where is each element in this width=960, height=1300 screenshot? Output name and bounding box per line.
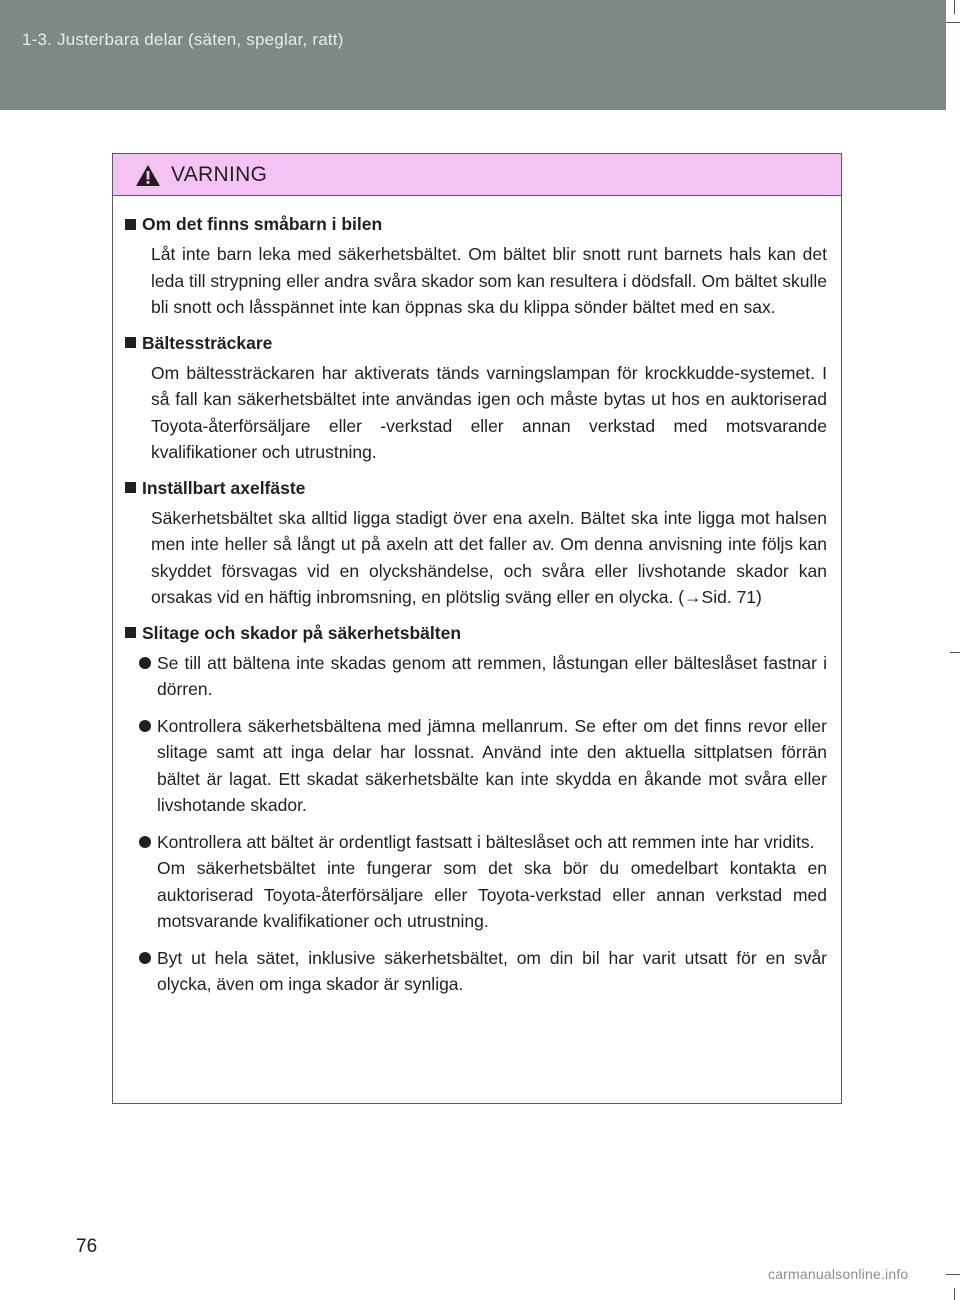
list-item-text: Byt ut hela sätet, inklusive säkerhetsbältet, om din bil har varit utsatt för en svår olycka, även om inga skador är synliga. [157,947,827,994]
section-heading-text: Om det finns småbarn i bilen [142,214,383,234]
square-bullet-icon [125,337,136,348]
page-number: 76 [76,1236,98,1257]
list-item-text: Kontrollera säkerhetsbältena med jämna mellanrum. Se efter om det finns revor eller slitage samt att inga delar har lossnat. Använd inte den aktuella sittplatsen förrän bältet är lagat. Ett skadat säkerhetsbälte kan inte skydda en åkande mot svåra eller livshotande skador. [157,715,827,815]
list-item-text [157,829,827,935]
section-heading [125,621,827,645]
round-bullet-icon [139,657,151,669]
round-bullet-icon [139,952,151,964]
list-item-text-line: Om säkerhetsbältet inte fungerar som det ska bör du omedelbart kontakta en auktoriserad Toyota-återförsäljare eller Toyota-verkstad eller annan verkstad med motsvarande kvalifikationer och utrustning. [157,858,827,931]
section-heading-text: Bältessträckare [142,332,273,353]
section-paragraph: Om bältessträckaren har aktiverats tänds varningslampan för krockkudde-systemet. I så fall kan säkerhetsbältet inte användas igen och måste bytas ut hos en auktoriserad Toyota-återförsäljare eller -verkstad eller annan verkstad med motsvarande kvalifikationer och utrustning. [151,362,827,462]
list-item [139,650,827,703]
section-heading [125,331,827,355]
square-bullet-icon [125,627,136,638]
square-bullet-icon [125,482,136,493]
section-paragraph: Säkerhetsbältet ska alltid ligga stadigt över ena axeln. Bältet ska inte ligga mot halsen men inte heller så långt ut på axeln att det faller av. Om denna anvisning inte följs kan skyddet försvagas vid en olyckshändelse, och svåra eller livshotande skador kan orsakas vid en häftig inbromsning, en plötslig sväng eller en olycka. (→Sid. 71) [151,507,827,607]
square-bullet-icon [125,219,136,230]
round-bullet-icon [139,720,151,732]
crop-mark [954,1288,955,1300]
list-item-text: Se till att bältena inte skadas genom att remmen, låstungan eller bälteslåset fastnar i dörren. [157,652,827,699]
crop-mark [946,1274,960,1275]
round-bullet-icon [139,836,151,848]
section-title: 1-3. Justerbara delar (säten, speglar, ratt) [22,30,344,49]
list-item [139,945,827,998]
warning-triangle-icon [135,164,161,192]
warning-content [113,196,841,998]
warning-header [113,154,841,196]
list-item-text-line: Kontrollera att bältet är ordentligt fastsatt i bälteslåset och att remmen inte har vridits. [157,831,815,852]
section-heading [125,212,827,236]
warning-title: VARNING [171,163,268,186]
list-item [139,713,827,819]
section-heading [125,476,827,500]
crop-mark [954,0,955,14]
crop-mark [950,652,960,653]
list-item [139,829,827,935]
section-heading-text: Inställbart axelfäste [142,477,306,498]
watermark: carmanualsonline.info [768,1266,909,1282]
section-heading-text: Slitage och skador på säkerhetsbälten [142,622,462,643]
warning-box [112,153,842,1104]
section-paragraph: Låt inte barn leka med säkerhetsbältet. Om bältet blir snott runt barnets hals kan det leda till strypning eller andra svåra skador som kan resultera i dödsfall. Om bältet skulle bli snott och låsspännet inte kan öppnas ska du klippa sönder bältet med en sax. [151,244,828,317]
page-header [0,0,946,110]
crop-mark [946,22,960,23]
